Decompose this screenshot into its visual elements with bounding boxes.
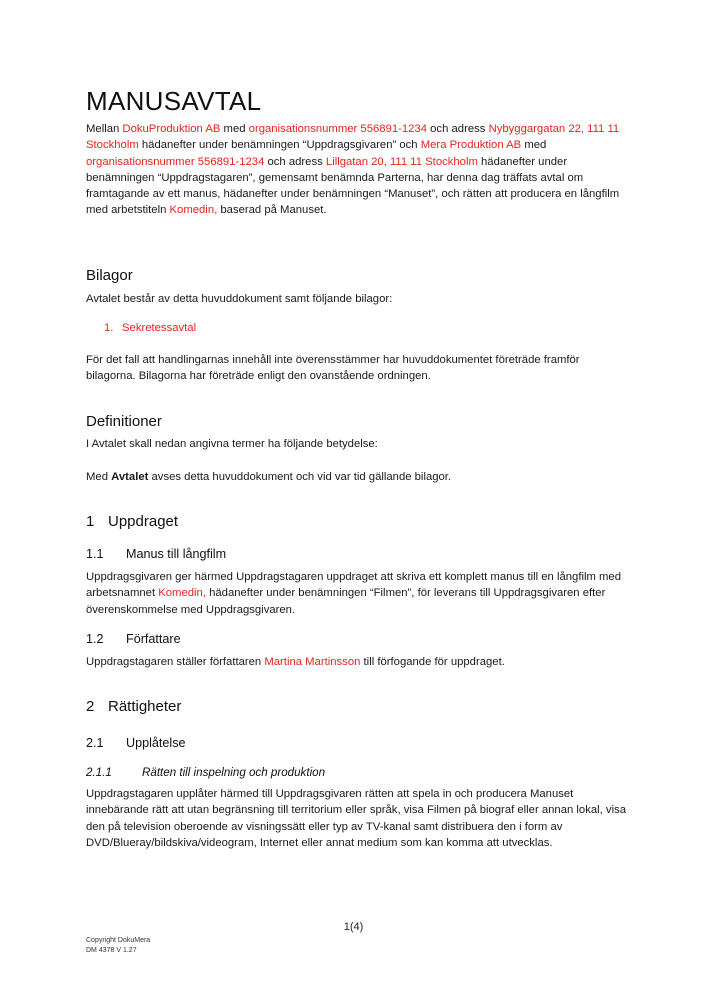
body-text: Uppdragstagaren ställer författaren (86, 656, 265, 668)
list-item-label: Sekretessavtal (122, 322, 197, 334)
section-2-heading (86, 698, 181, 715)
body-text: hädanefter under benämningen “Filmen”, för leverans till Uppdragsgivaren efter överenskommelse med Uppdragsgivaren. (86, 587, 606, 616)
definition-avtalet (86, 469, 631, 485)
client-orgnr: organisationsnummer 556891-1234 (248, 123, 428, 135)
intro-text: hädanefter under benämningen “Uppdragstagaren”, gemensamt benämnda Parterna, har denna dag träffats avtal om framtagande av ett manus, hädanefter under benämningen “Manuset”, och rätten att producera en långfilm med arbetstiteln (86, 155, 620, 217)
bilagor-list-item (104, 320, 196, 336)
definitioner-text: I Avtalet skall nedan angivna termer ha följande betydelse: (86, 438, 378, 450)
working-title: Komedin, (169, 204, 218, 217)
section-1-1-heading (86, 547, 226, 561)
copyright-notice: Copyright DokuMera (86, 937, 151, 944)
section-number: 1 (86, 513, 95, 530)
section-number: 2 (86, 698, 95, 715)
section-title: Uppdraget (108, 513, 179, 530)
section-2-1-1-heading (86, 766, 325, 779)
section-title: Rätten till inspelning och produktion (142, 766, 326, 779)
client-address: Nybyggargatan 22, 111 11 Stockholm (86, 123, 620, 152)
section-number: 2.1 (86, 736, 104, 750)
definition-prefix: Med (86, 471, 112, 483)
intro-text: baserad på Manuset. (217, 204, 327, 217)
intro-text: och adress (264, 155, 326, 168)
bilagor-precedence: För det fall att handlingarnas innehåll inte överensstämmer har huvuddokumentet företräde framför bilagorna. Bilagorna har företräde enligt den ovanstående ordningen. (86, 354, 580, 383)
section-2-1-heading (86, 736, 186, 750)
intro-paragraph (86, 121, 631, 219)
list-item-number: 1. (104, 322, 114, 334)
definition-term: Avtalet (111, 471, 149, 483)
bilagor-text: Avtalet består av detta huvuddokument samt följande bilagor: (86, 293, 393, 305)
working-title: Komedin, (158, 587, 206, 600)
body-text: till förfogande för uppdraget. (360, 656, 505, 668)
document-id: DM 4378 V 1.27 (86, 947, 137, 954)
intro-text: med (220, 123, 249, 135)
section-number: 1.2 (86, 632, 104, 646)
section-number: 1.1 (86, 547, 104, 561)
section-title: Manus till långfilm (126, 547, 227, 561)
intro-text: Mellan (86, 123, 123, 135)
section-title: Författare (126, 632, 181, 646)
contractor-name: Mera Produktion AB (420, 139, 522, 152)
intro-text: hädanefter under benämningen “Uppdragsgivaren” och (138, 139, 421, 152)
document-title: MANUSAVTAL (86, 86, 262, 116)
page-number: 1(4) (343, 921, 364, 933)
client-name: DokuProduktion AB (122, 123, 221, 135)
section-1-2-text (86, 654, 631, 670)
section-1-heading (86, 513, 178, 530)
bilagor-heading: Bilagor (86, 267, 133, 284)
section-1-1-text (86, 569, 631, 618)
intro-text: och adress (427, 123, 489, 135)
section-number: 2.1.1 (86, 766, 112, 779)
section-2-1-1-text: Uppdragstagaren upplåter härmed till Uppdragsgivaren rätten att spela in och producera Manuset innebärande rätt att utan begränsning till territorium eller språk, visa Filmen på biograf eller annan lokal, visa den på television oberoende av visningssätt eller typ av TV-kanal samt distribuera den i form av DVD/Blueray/bildskiva/videogram, Internet eller annat medium som kan komma att utvecklas. (86, 788, 627, 849)
section-title: Upplåtelse (126, 736, 186, 750)
contractor-orgnr: organisationsnummer 556891-1234 (86, 155, 265, 168)
section-title: Rättigheter (108, 698, 182, 715)
definitioner-heading: Definitioner (86, 413, 162, 430)
intro-text: med (521, 139, 547, 152)
body-text: Uppdragsgivaren ger härmed Uppdragstagaren uppdraget att skriva ett komplett manus till en långfilm med arbetsnamnet (86, 571, 622, 600)
section-1-2-heading (86, 632, 181, 646)
author-name: Martina Martinsson (264, 656, 361, 668)
contractor-address: Lillgatan 20, 111 11 Stockholm (325, 155, 478, 168)
definition-suffix: avses detta huvuddokument och vid var tid gällande bilagor. (148, 471, 452, 483)
